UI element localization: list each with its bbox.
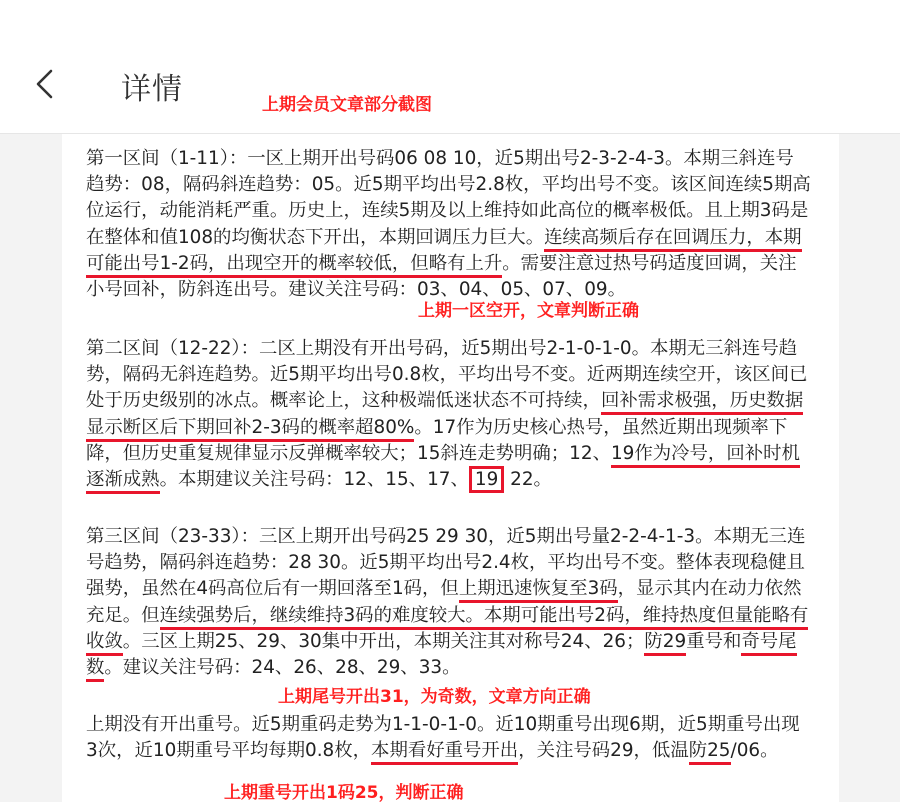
page-title: 详情 [121,72,183,107]
zone3-highlight-3: 防29 [644,631,686,656]
zone3-highlight-2: 连续强势后，继续维持3码的难度较大。本期可能出号2码，维持热度但量能略有收敛 [86,605,808,656]
zone2-highlight-1: 回补需求极强，历史数据显示断区后下期回补2-3码的概率超80% [86,390,803,441]
zone2-paragraph: 第二区间（12-22）：二区上期没有开出号码，近5期出号2-1-0-1-0。本期无三斜连号趋势，隔码无斜连趋势。近5期平均出号0.8枚，平均出号不变。近两期连续空开，该区间已处于历史级别的冰点。概率论上，这种极端低迷状态不可持续，回补需求极强，历史数据显示断区后下期回补2-3码的概率超80%。17作为历史核心热号，虽然近期出现频率下降，但历史重复规律显示反弹概率较大；15斜连走势明确；12、19作为冷号，回补时机逐渐成熟。本期建议关注号码：12、15、17、 19 22。 [86,336,811,493]
left-margin [0,134,62,802]
repeat-verdict-note: 上期重号开出1码25，判断正确 [224,783,464,803]
top-bar [0,0,900,134]
zone3-verdict-note: 上期尾号开出31，为奇数，文章方向正确 [278,687,591,707]
zone2-boxed-number: 19 [469,466,504,493]
zone1-highlight-2: 但略有上升 [410,253,502,278]
right-margin [839,134,900,802]
back-arrow-icon[interactable] [32,66,58,102]
zone3-highlight-1: 上期迅速恢复至3码 [459,578,618,603]
zone1-paragraph: 第一区间（1-11）：一区上期开出号码06 08 10，近5期出号2-3-2-4-3。本期三斜连号趋势：08，隔码斜连趋势：05。近5期平均出号2.8枚，平均出号不变。该区间连续5期高位运行，动能消耗严重。历史上，连续5期及以上维持如此高位的概率极低。且上期3码是在整体和值108的均衡状态下开出，本期回调压力巨大。连续高频后存在回调压力，本期可能出号1-2码，出现空开的概率较低，但略有上升。需要注意过热号码适度回调，关注小号回补，防斜连出号。建议关注号码：03、04、05、07、09。 [86,148,811,301]
repeat-highlight-2: 防25 [689,740,731,765]
repeat-highlight-1: 本期看好重号开出 [371,740,518,765]
repeat-number-paragraph: 上期没有开出重号。近5期重码走势为1-1-0-1-0。近10期重号出现6期，近5期重号出现3次，近10期重号平均每期0.8枚，本期看好重号开出，关注号码29，低温防25/06。 [86,712,811,764]
zone3-paragraph: 第三区间（23-33）：三区上期开出号码25 29 30，近5期出号量2-2-4-1-3。本期无三连号趋势，隔码斜连趋势：28 30。近5期平均出号2.4枚，平均出号不变。整体表现稳健且强势，虽然在4码高位后有一期回落至1码，但上期迅速恢复至3码，显示其内在动力依然充足。但连续强势后，继续维持3码的难度较大。本期可能出号2码，维持热度但量能略有收敛。三区上期25、29、30集中开出，本期关注其对称号24、26；防29重号和奇号尾数。建议关注号码：24、26、28、29、33。 [86,524,811,681]
screenshot-caption: 上期会员文章部分截图 [262,95,432,115]
zone1-highlight-1: 连续高频后存在回调压力，本期可能出号1-2码，出现空开的概率较低， [86,227,802,278]
zone2-highlight-2: 19作为冷号，回补时机逐渐成熟 [86,443,800,494]
zone3-highlight-4: 奇号尾数 [86,631,797,682]
zone1-verdict-note: 上期一区空开，文章判断正确 [418,301,639,321]
